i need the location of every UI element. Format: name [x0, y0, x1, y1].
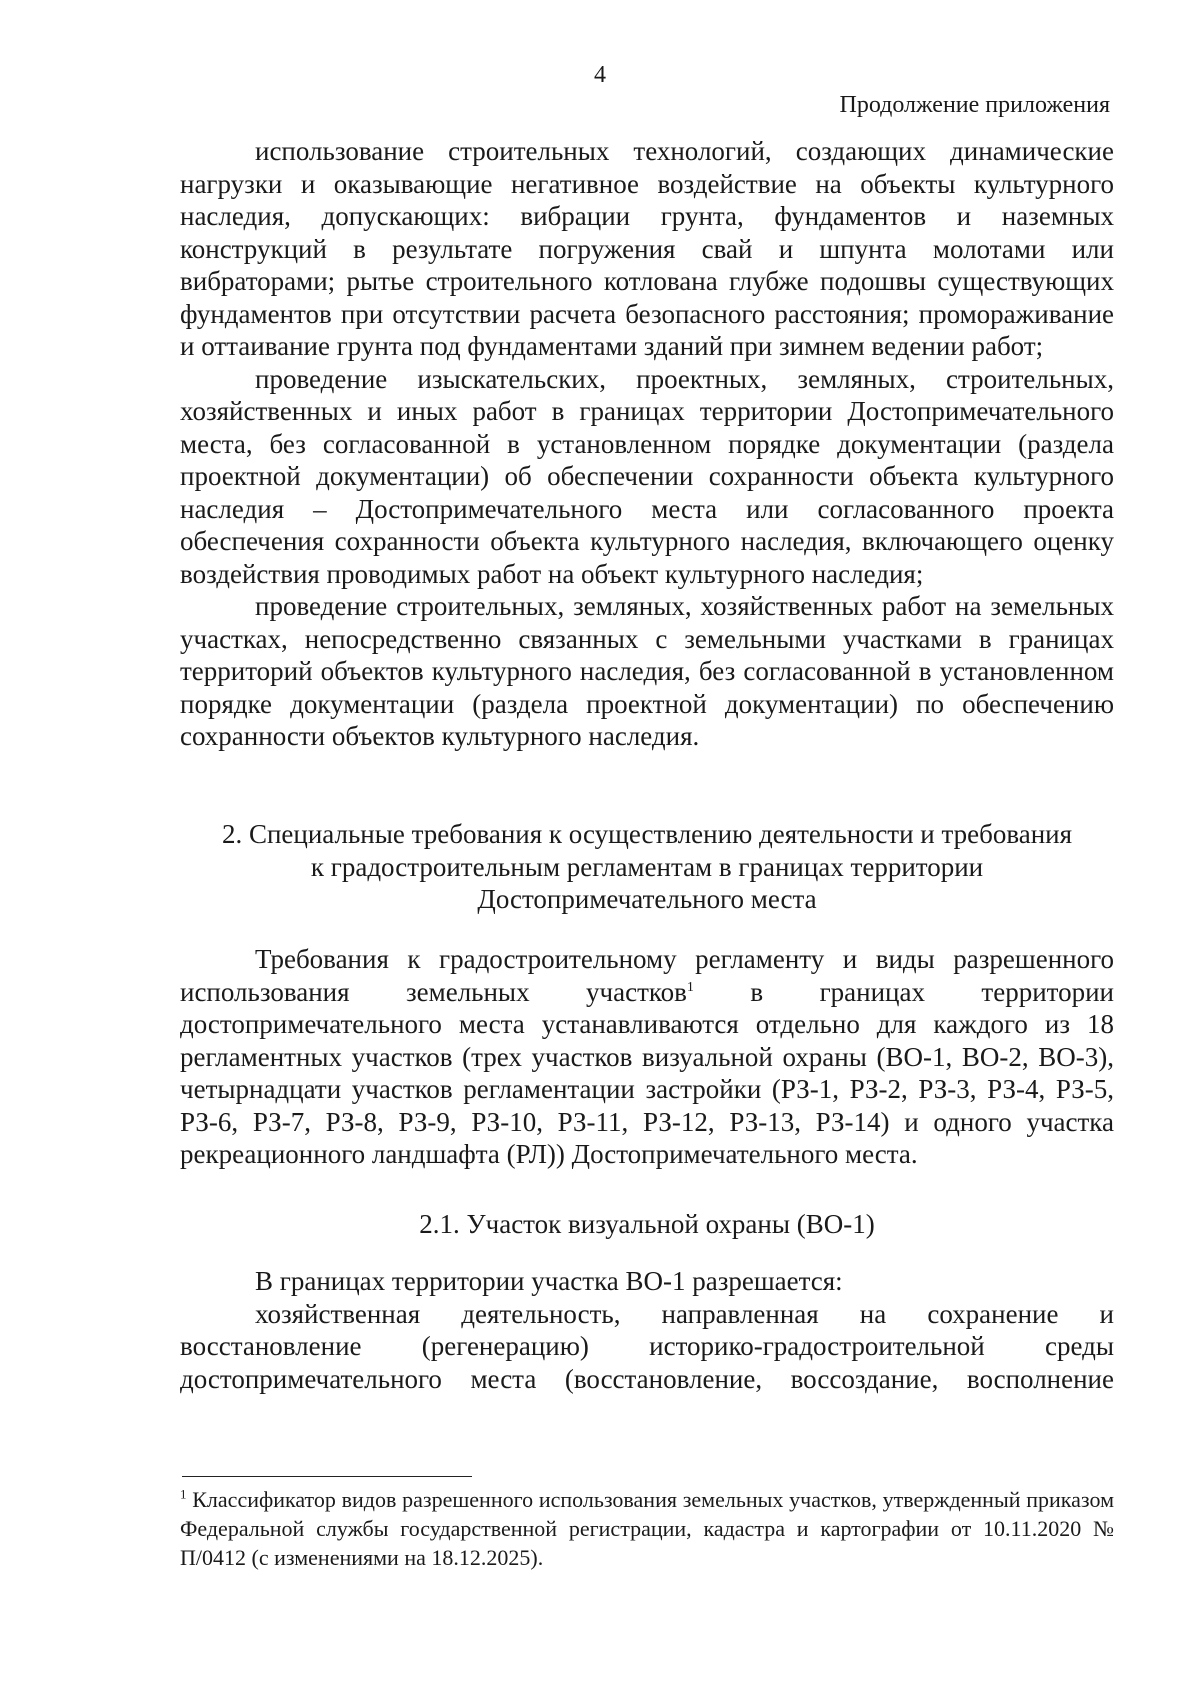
paragraph-text: в границах территории достопримечательного места устанавливаются отдельно для каждого из 18 регламентных участков (трех участков визуальной охраны (ВО-1, ВО-2, ВО-3), четырнадцати участков регламентации застройки (РЗ-1, РЗ-2, РЗ-3, РЗ-4, РЗ-5, РЗ-6, РЗ-7, РЗ-8, РЗ-9, РЗ-10, РЗ-11, РЗ-12, РЗ-13, РЗ-14) и одного участка рекреационного ландшафта (РЛ)) Достопримечательного места. — [180, 976, 1114, 1169]
subsection-2-1-heading: 2.1. Участок визуальной охраны (ВО-1) — [419, 1209, 875, 1239]
section-2-heading — [180, 818, 1114, 916]
footnote-marker: 1 — [180, 1486, 187, 1502]
paragraph-regulation-requirements — [180, 943, 1114, 1171]
paragraph-adjacent-land-works: проведение строительных, земляных, хозяйственных работ на земельных участках, непосредственно связанных с земельными участками в границах территорий объектов культурного наследия, без согласованной в установленном порядке документации (раздела проектной документации) по обеспечению сохранности объектов культурного наследия. — [180, 591, 1114, 751]
section-2-heading-line: 2. Специальные требования к осуществлению деятельности и требования — [221, 819, 1073, 849]
paragraph-permitted-intro: В границах территории участка ВО-1 разрешается: — [255, 1266, 843, 1296]
footnote-divider — [182, 1476, 472, 1477]
paragraph-survey-works: проведение изыскательских, проектных, земляных, строительных, хозяйственных и иных работ в границах территории Достопримечательного места, без согласованной в установленном порядке документации (раздела проектной документации) об обеспечении сохранности объекта культурного наследия – Достопримечательного места или согласованного проекта обеспечения сохранности объекта культурного наследия, включающего оценку воздействия проводимых работ на объект культурного наследия; — [180, 363, 1114, 589]
footnote-text: Классификатор видов разрешенного использования земельных участков, утвержденный приказом Федеральной службы государственной регистрации, кадастра и картографии от 10.11.2020 № П/0412 (с изменениями на 18.12.2025). — [180, 1487, 1114, 1570]
prohibitions-list-continuation — [180, 135, 1114, 753]
section-2-body — [180, 943, 1114, 1171]
paragraph-permitted-activity: хозяйственная деятельность, направленная на сохранение и восстановление (регенерацию) историко-градостроительной среды достопримечательного места (восстановление, воссоздание, восполнение — [180, 1298, 1114, 1394]
subsection-2-1-body — [180, 1265, 1114, 1395]
paragraph-text: Требования к градостроительному регламенту и виды разрешенного использования земельных участков — [180, 944, 1114, 1007]
appendix-continuation-note: Продолжение приложения — [839, 92, 1110, 118]
section-2-heading-line: Достопримечательного места — [477, 884, 817, 914]
paragraph-construction-technologies: использование строительных технологий, создающих динамические нагрузки и оказывающие негативное воздействие на объекты культурного наследия, допускающих: вибрации грунта, фундаментов и наземных конструкций в результате погружения свай и шпунта молотами или вибраторами; рытье строительного котлована глубже подошвы существующих фундаментов при отсутствии расчета безопасного расстояния; проморaживание и оттаивание грунта под фундаментами зданий при зимнем ведении работ; — [180, 136, 1114, 361]
footnote-reference: 1 — [686, 979, 694, 995]
page-number: 4 — [594, 62, 606, 88]
section-2-heading-line: к градостроительным регламентам в границах территории — [310, 851, 984, 882]
footnote — [180, 1485, 1114, 1572]
